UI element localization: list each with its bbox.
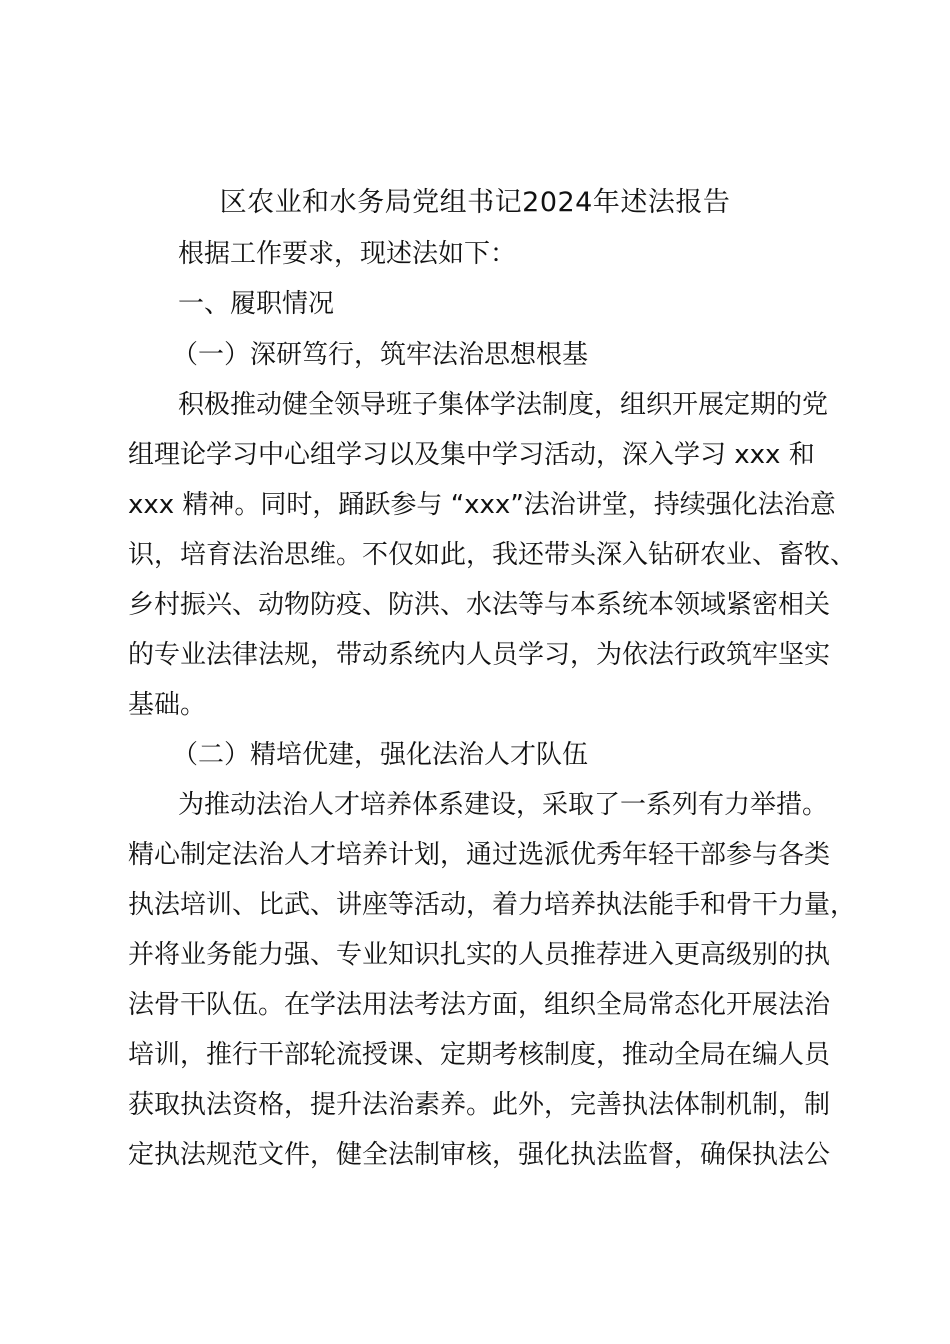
paragraph-1-line: 识，培育法治思维。不仅如此，我还带头深入钻研农业、畜牧、	[128, 540, 857, 570]
paragraph-1-line: 乡村振兴、动物防疫、防洪、水法等与本系统本领域紧密相关	[128, 590, 831, 620]
paragraph-2-line: 并将业务能力强、专业知识扎实的人员推荐进入更高级别的执	[128, 940, 831, 970]
paragraph-2-line: 定执法规范文件，健全法制审核，强化执法监督，确保执法公	[128, 1140, 831, 1170]
paragraph-1-line: 组理论学习中心组学习以及集中学习活动，深入学习 xxx 和	[128, 440, 815, 470]
intro-text: 根据工作要求，现述法如下：	[178, 239, 517, 269]
paragraph-2-line: 培训，推行干部轮流授课、定期考核制度，推动全局在编人员	[128, 1040, 831, 1070]
paragraph-1-line: xxx 精神。同时，踊跃参与 “xxx”法治讲堂，持续强化法治意	[128, 490, 836, 520]
subsection-heading-1: （一）深研笃行，筑牢法治思想根基	[172, 340, 589, 370]
paragraph-2-line: 获取执法资格，提升法治素养。此外，完善执法体制机制，制	[128, 1090, 831, 1120]
paragraph-1-line: 的专业法律法规，带动系统内人员学习，为依法行政筑牢坚实	[128, 640, 831, 670]
subsection-heading-2: （二）精培优建，强化法治人才队伍	[172, 740, 589, 770]
paragraph-2-line: 执法培训、比武、讲座等活动，着力培养执法能手和骨干力量，	[128, 890, 857, 920]
paragraph-2-line: 为推动法治人才培养体系建设，采取了一系列有力举措。	[178, 790, 829, 820]
paragraph-2-line: 法骨干队伍。在学法用法考法方面，组织全局常态化开展法治	[128, 990, 831, 1020]
paragraph-1-line: 积极推动健全领导班子集体学法制度，组织开展定期的党	[178, 390, 829, 420]
document-title: 区农业和水务局党组书记2024年述法报告	[219, 187, 731, 218]
paragraph-2-line: 精心制定法治人才培养计划，通过选派优秀年轻干部参与各类	[128, 840, 831, 870]
paragraph-1-line: 基础。	[128, 690, 207, 720]
section-heading-1: 一、履职情况	[178, 289, 335, 319]
